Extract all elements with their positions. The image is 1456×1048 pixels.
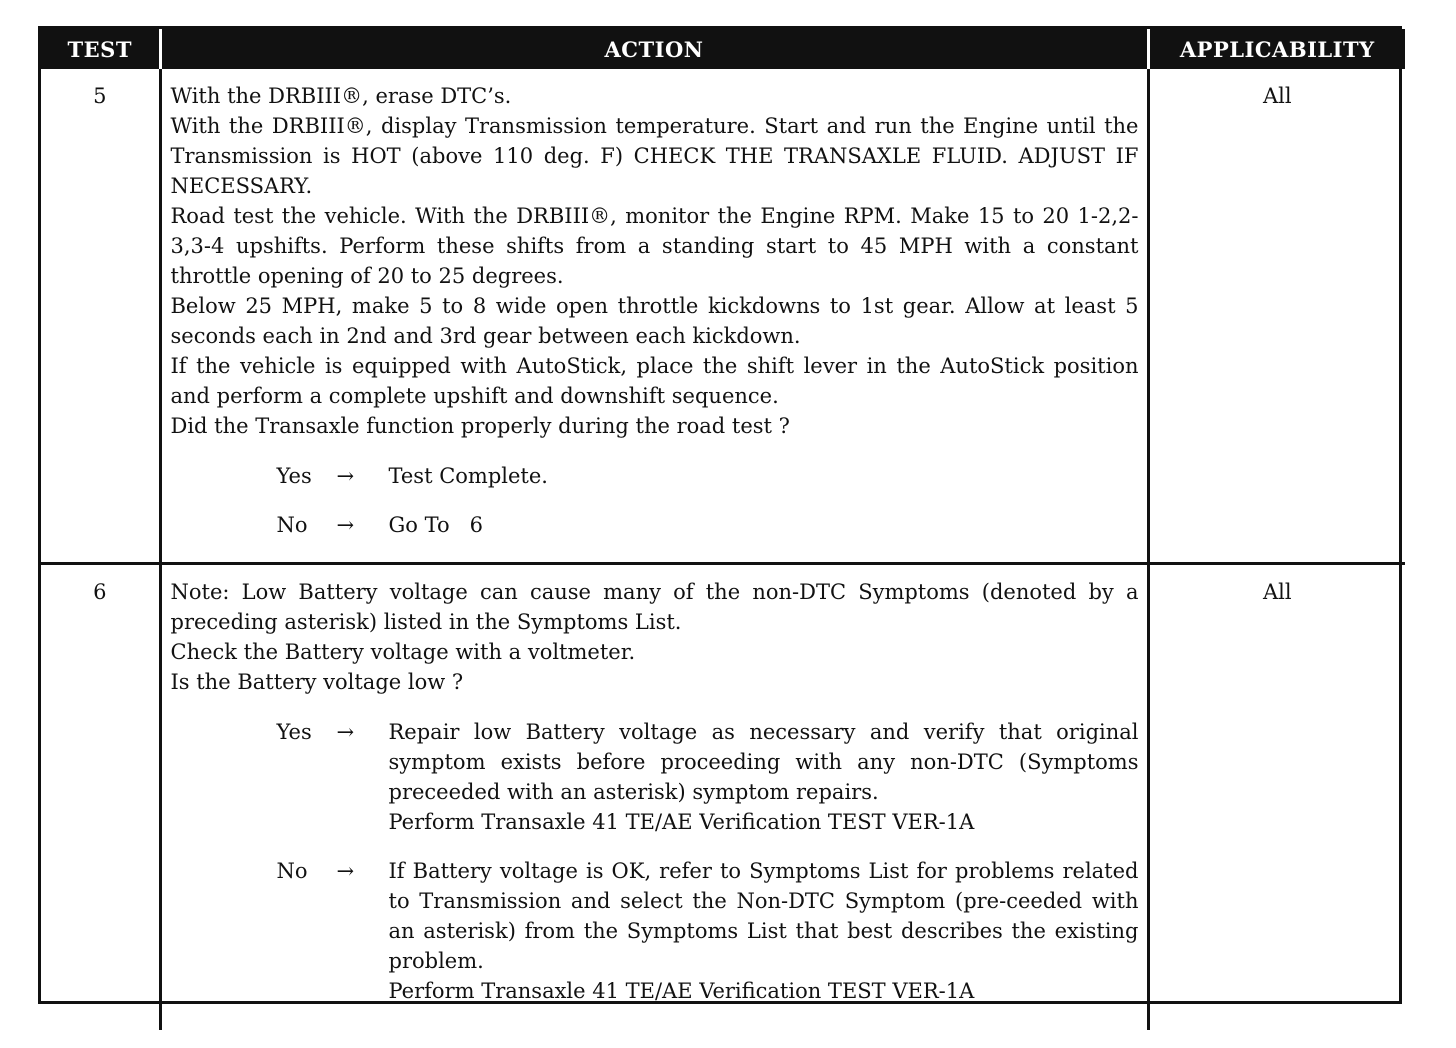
result-label: No — [276, 513, 308, 537]
action-paragraph: With the DRBIII®, display Transmission temperature. Start and run the Engine until the Transmission is HOT (above 110 deg. F) CHECK THE TRANSAXLE FLUID. ADJUST IF NECESSARY. — [170, 114, 1139, 198]
action-paragraph: Road test the vehicle. With the DRBIII®, monitor the Engine RPM. Make 15 to 20 1-2,2-3,3-4 upshifts. Perform these shifts from a standing start to 45 MPH with a constant throttle opening of 20 to 25 degrees. — [170, 204, 1139, 288]
applicability-cell: All — [1262, 580, 1292, 604]
action-question: Did the Transaxle function properly during the road test ? — [170, 414, 790, 438]
test-table — [41, 29, 1405, 1030]
result-label: No — [276, 859, 308, 883]
action-paragraph: If the vehicle is equipped with AutoStick, place the shift lever in the AutoStick position and perform a complete upshift and downshift sequence. — [170, 354, 1139, 408]
result-text — [389, 856, 1139, 1006]
action-paragraph: Note: Low Battery voltage can cause many of the non-DTC Symptoms (denoted by a preceding asterisk) listed in the Symptoms List. — [170, 580, 1139, 634]
header-applicability: APPLICABILITY — [1148, 29, 1405, 69]
action-cell — [160, 69, 1148, 564]
action-paragraph: Below 25 MPH, make 5 to 8 wide open throttle kickdowns to 1st gear. Allow at least 5 seconds each in 2nd and 3rd gear between each kickdown. — [170, 294, 1139, 348]
result-line: Go To 6 — [388, 513, 483, 537]
right-arrow-icon: → — [336, 513, 355, 537]
right-arrow-icon: → — [336, 720, 355, 744]
result-line: Perform Transaxle 41 TE/AE Verification TEST VER-1A — [388, 979, 975, 1003]
diagnostic-test-table — [38, 26, 1402, 1004]
table-row-test-5 — [41, 69, 1405, 564]
applicability-cell: All — [1148, 69, 1405, 564]
test-number: 6 — [41, 564, 160, 1031]
header-row — [41, 29, 1405, 69]
result-line: Repair low Battery voltage as necessary and verify that original symptom exists before proceeding with any non-DTC (Symptoms preceeded with an asterisk) symptom repairs. — [388, 720, 1139, 804]
action-question: Is the Battery voltage low ? — [170, 670, 464, 694]
result-line: If Battery voltage is OK, refer to Symptoms List for problems related to Transmission and select the Non-DTC Symptom (pre-ceeded with an asterisk) from the Symptoms List that best describes the existing problem. — [388, 859, 1139, 973]
result-label: Yes — [276, 464, 312, 488]
right-arrow-icon: → — [336, 464, 355, 488]
result-yes — [277, 461, 1139, 491]
result-line: Test Complete. — [388, 464, 548, 488]
test-number: 5 — [41, 69, 160, 564]
header-action: ACTION — [160, 29, 1148, 69]
result-text — [389, 510, 1139, 540]
action-paragraph: Check the Battery voltage with a voltmeter. — [170, 640, 636, 664]
action-cell — [160, 564, 1148, 1031]
result-no — [277, 510, 1139, 540]
result-yes — [277, 717, 1139, 837]
table-row-test-6 — [41, 564, 1405, 1031]
result-no — [277, 856, 1139, 1006]
result-line: Perform Transaxle 41 TE/AE Verification TEST VER-1A — [388, 810, 975, 834]
action-paragraph: With the DRBIII®, erase DTC’s. — [170, 84, 512, 108]
result-text — [389, 717, 1139, 837]
right-arrow-icon: → — [336, 859, 355, 883]
result-label: Yes — [276, 720, 312, 744]
header-test: TEST — [41, 29, 160, 69]
result-text — [389, 461, 1139, 491]
